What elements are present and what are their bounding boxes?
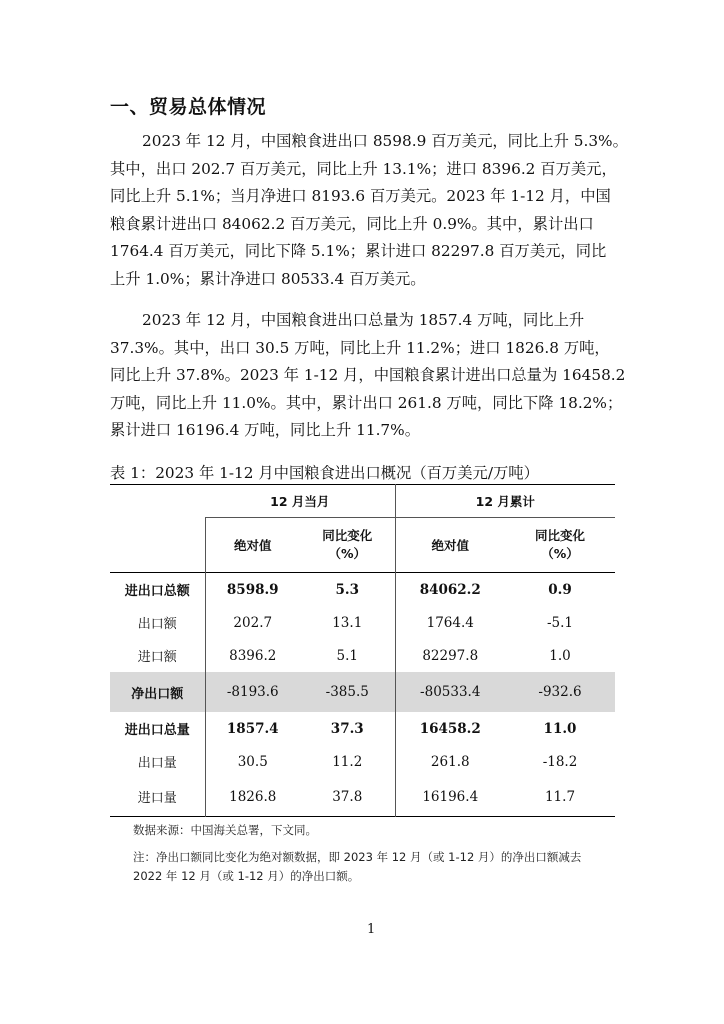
header-yoy-label: 同比变化 (322, 528, 373, 543)
cumulative-yoy-cell: -5.1 (546, 614, 574, 631)
paragraph-line: 其中，出口 202.7 百万美元，同比上升 13.1%；进口 8396.2 百万美元， (110, 159, 617, 178)
month-absolute-cell: 1857.4 (205, 712, 300, 745)
table-row (110, 573, 615, 607)
row-label: 进出口总额 (124, 584, 190, 599)
footnote-line: 2022 年 12 月（或 1-12 月）的净出口额。 (133, 869, 360, 883)
cumulative-yoy-cell: 11.0 (543, 720, 577, 737)
row-label: 出口量 (137, 756, 177, 771)
header-month-yoy (300, 518, 395, 573)
month-absolute-cell: 30.5 (205, 745, 300, 778)
header-yoy-unit: （%） (328, 546, 367, 561)
cumulative-absolute-cell: 84062.2 (395, 573, 505, 607)
paragraph-trade-volume (110, 307, 626, 445)
cumulative-yoy-cell: 11.7 (544, 788, 576, 805)
row-label: 进口额 (137, 650, 177, 665)
header-empty-cell (110, 518, 205, 573)
header-group-month: 12 月当月 (205, 485, 395, 518)
paragraph-line: 2023 年 12 月，中国粮食进出口总量为 1857.4 万吨，同比上升 (142, 311, 585, 329)
month-absolute-cell: 8396.2 (205, 639, 300, 672)
table-row (110, 639, 615, 672)
month-yoy-cell: 13.1 (332, 614, 363, 631)
table-row (110, 712, 615, 745)
footnote (133, 848, 613, 886)
header-cumulative-absolute: 绝对值 (395, 518, 505, 573)
header-cumulative-yoy (505, 518, 615, 573)
trade-summary-table (110, 484, 615, 817)
cumulative-yoy-cell: 0.9 (548, 581, 572, 598)
paragraph-line: 万吨，同比上升 11.0%。其中，累计出口 261.8 万吨，同比下降 18.2%； (110, 393, 623, 412)
table-row (110, 745, 615, 778)
footnote-line: 注：净出口额同比变化为绝对额数据，即 2023 年 12 月（或 1-12 月）的净出口额减去 (133, 850, 582, 864)
cumulative-absolute-cell: 261.8 (395, 745, 505, 778)
paragraph-line: 上升 1.0%；累计净进口 80533.4 百万美元。 (110, 269, 426, 288)
paragraph-line: 同比上升 5.1%；当月净进口 8193.6 百万美元。2023 年 1-12 月，中国 (110, 187, 611, 205)
table-row-highlighted (110, 672, 615, 712)
cumulative-absolute-cell: 82297.8 (395, 639, 505, 672)
cumulative-yoy-cell: -18.2 (542, 753, 578, 770)
paragraph-trade-value (110, 128, 628, 293)
page-number: 1 (367, 922, 376, 937)
cumulative-absolute-cell: 16458.2 (395, 712, 505, 745)
cumulative-yoy-cell: -932.6 (505, 672, 615, 712)
month-yoy-cell: 37.8 (332, 788, 363, 805)
month-yoy-cell: 37.3 (330, 720, 364, 737)
cumulative-absolute-cell: 1764.4 (395, 606, 505, 639)
cumulative-absolute-cell: 16196.4 (395, 778, 505, 816)
row-label: 净出口额 (110, 672, 205, 712)
section-heading: 一、贸易总体情况 (110, 96, 267, 118)
header-group-cumulative: 12 月累计 (395, 485, 615, 518)
month-absolute-cell: -8193.6 (205, 672, 300, 712)
header-yoy-unit: （%） (541, 546, 579, 561)
table-row (110, 606, 615, 639)
month-yoy-cell: -385.5 (300, 672, 395, 712)
table-row (110, 778, 615, 816)
cumulative-absolute-cell: -80533.4 (395, 672, 505, 712)
paragraph-line: 1764.4 百万美元，同比下降 5.1%；累计进口 82297.8 百万美元，同比 (110, 242, 607, 260)
paragraph-line: 粮食累计进出口 84062.2 百万美元，同比上升 0.9%。其中，累计出口 (110, 214, 594, 233)
row-label: 进口量 (137, 791, 177, 807)
month-absolute-cell: 8598.9 (205, 573, 300, 607)
header-empty-cell (110, 485, 205, 518)
paragraph-line: 2023 年 12 月，中国粮食进出口 8598.9 百万美元，同比上升 5.3%。 (142, 132, 628, 150)
month-yoy-cell: 11.2 (332, 753, 363, 770)
month-yoy-cell: 5.1 (336, 647, 358, 664)
table-caption: 表 1：2023 年 1-12 月中国粮食进出口概况（百万美元/万吨） (110, 464, 539, 482)
header-month-absolute: 绝对值 (205, 518, 300, 573)
row-label: 出口额 (137, 617, 177, 632)
paragraph-line: 累计进口 16196.4 万吨，同比上升 11.7%。 (110, 421, 421, 439)
header-yoy-label: 同比变化 (534, 528, 585, 543)
table-header-row (110, 485, 615, 518)
cumulative-yoy-cell: 1.0 (549, 647, 571, 664)
month-absolute-cell: 1826.8 (205, 778, 300, 816)
row-label: 进出口总量 (124, 723, 190, 738)
table-subheader-row (110, 518, 615, 573)
paragraph-line: 37.3%。其中，出口 30.5 万吨，同比上升 11.2%；进口 1826.8 万吨， (110, 338, 610, 357)
month-yoy-cell: 5.3 (335, 581, 359, 598)
paragraph-line: 同比上升 37.8%。2023 年 1-12 月，中国粮食累计进出口总量为 16458.2 (110, 366, 626, 384)
month-absolute-cell: 202.7 (205, 606, 300, 639)
source-note: 数据来源：中国海关总署，下文同。 (133, 823, 317, 837)
